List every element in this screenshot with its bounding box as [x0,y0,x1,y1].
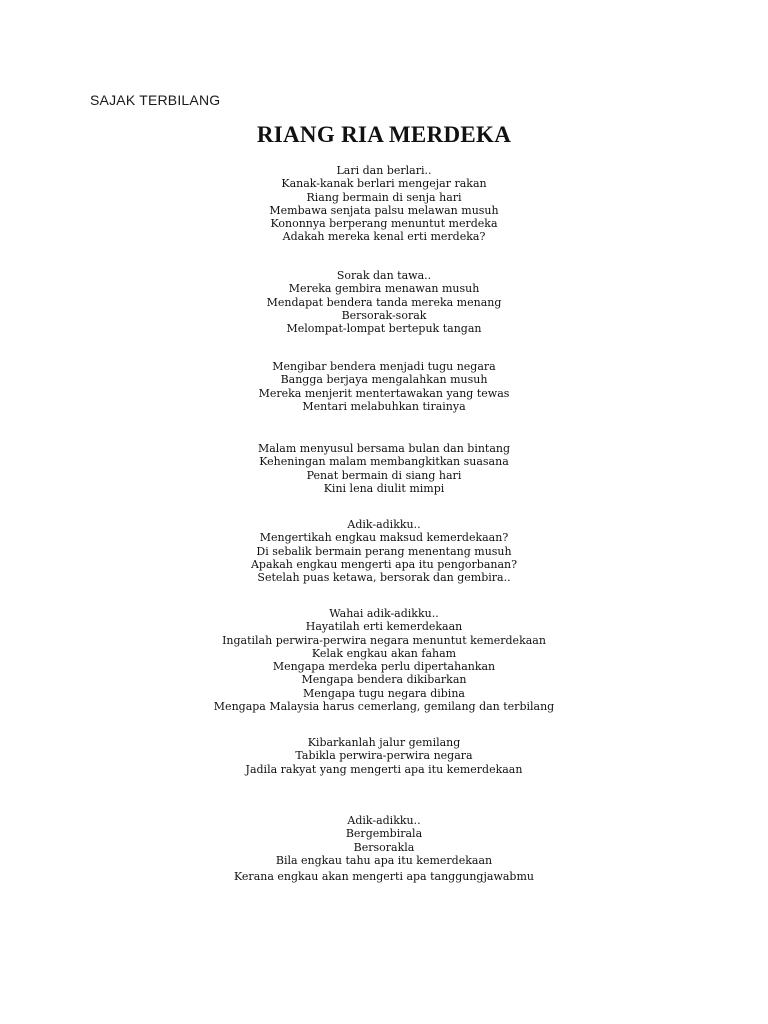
poem-line: Mengapa Malaysia harus cemerlang, gemilang dan terbilang [213,700,555,714]
poem-line: Tabikla perwira-perwira negara [295,749,473,763]
stanza-8 [0,814,768,883]
poem-line: Kibarkanlah jalur gemilang [307,736,461,749]
poem-line: Mentari melabuhkan tirainya [302,399,466,413]
poem-line: Mengertikah engkau maksud kemerdekaan? [259,531,509,545]
document-header: SAJAK TERBILANG [90,92,221,108]
stanza-6 [0,607,768,713]
poem-line: Mengibar bendera menjadi tugu negara [272,360,496,373]
poem-line: Bangga berjaya mengalahkan musuh [280,373,488,387]
poem-line: Riang bermain di senja hari [306,190,462,204]
poem-line: Ingatilah perwira-perwira negara menuntut kemerdekaan [222,633,546,647]
poem-line: Bersorak-sorak [341,308,427,322]
stanza-7 [0,736,768,776]
stanza-3 [0,360,768,413]
stanza-4 [0,442,768,495]
poem-line: Apakah engkau mengerti apa itu pengorbanan? [250,557,517,571]
poem-line: Mereka gembira menawan musuh [288,282,480,296]
stanza-1 [0,164,768,244]
poem-line: Mengapa merdeka perlu dipertahankan [272,660,496,674]
poem-line: Mengapa tugu negara dibina [303,686,465,700]
poem-line: Keheningan malam membangkitkan suasana [259,455,509,469]
poem-line: Adik-adikku.. [347,518,421,531]
stanza-2 [0,269,768,335]
poem-line: Bersorakla [353,840,415,854]
poem-line: Hayatilah erti kemerdekaan [305,620,463,634]
poem-line: Mereka menjerit mentertawakan yang tewas [258,386,510,400]
poem-line: Adakah mereka kenal erti merdeka? [282,230,486,244]
poem-line: Bila engkau tahu apa itu kemerdekaan [275,853,493,867]
poem-line: Mendapat bendera tanda mereka menang [266,295,502,309]
poem-line: Kini lena diulit mimpi [323,481,445,495]
poem-line: Setelah puas ketawa, bersorak dan gembira.. [257,571,511,585]
poem-line: Wahai adik-adikku.. [329,607,439,620]
poem-line: Malam menyusul bersama bulan dan bintang [257,442,511,455]
poem-line: Di sebalik bermain perang menentang musuh [256,544,512,558]
poem-line: Mengapa bendera dikibarkan [301,673,467,687]
poem-line: Jadila rakyat yang mengerti apa itu kemerdekaan [245,762,523,776]
poem-line: Melompat-lompat bertepuk tangan [286,322,482,336]
stanza-5 [0,518,768,584]
poem-line: Adik-adikku.. [347,814,421,827]
poem-line: Bergembirala [345,827,423,841]
poem-title: RIANG RIA MERDEKA [256,122,512,147]
poem-line: Penat bermain di siang hari [306,468,462,482]
poem-line: Kerana engkau akan mengerti apa tanggungjawabmu [234,870,534,884]
poem-line: Lari dan berlari.. [336,164,432,177]
poem-line: Sorak dan tawa.. [336,269,432,282]
poem-line: Kanak-kanak berlari mengejar rakan [281,177,487,191]
poem-line: Kelak engkau akan faham [311,646,457,660]
poem-line: Kononnya berperang menuntut merdeka [270,217,498,231]
poem-line: Membawa senjata palsu melawan musuh [269,203,499,217]
